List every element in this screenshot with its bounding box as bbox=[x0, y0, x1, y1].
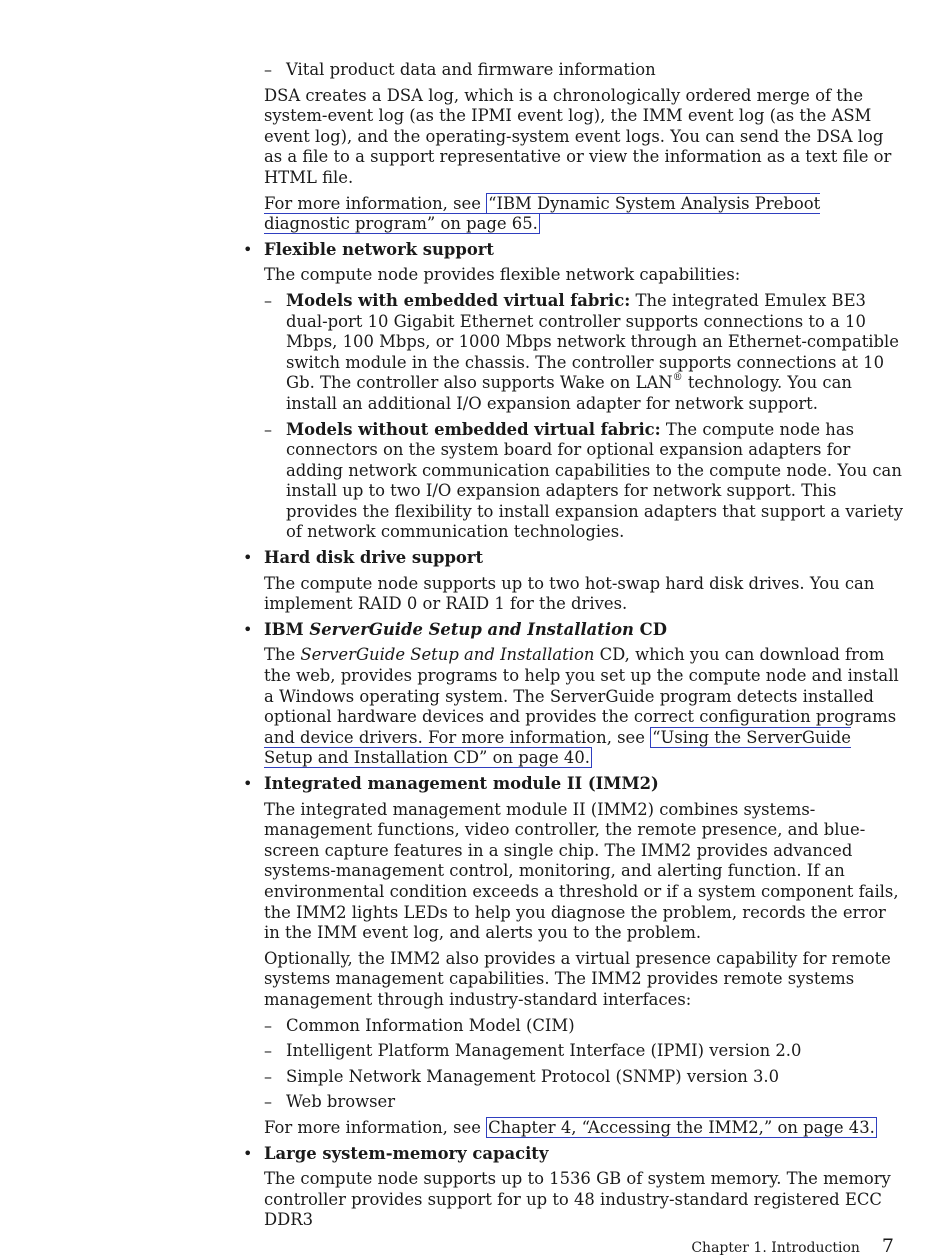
memory-heading: Large system-memory capacity bbox=[264, 1143, 549, 1163]
dsa-preboot-link[interactable]: “IBM Dynamic System Analysis Preboot diagnostic program” on page 65. bbox=[264, 193, 821, 234]
serverguide-heading bbox=[264, 620, 904, 641]
dash-marker: – bbox=[264, 1041, 272, 1061]
serverguide-text bbox=[264, 645, 904, 769]
imm-interface-web: Web browser bbox=[286, 1092, 396, 1112]
bullet-marker: • bbox=[243, 774, 253, 793]
dash-marker: – bbox=[264, 60, 272, 79]
dash-marker: – bbox=[264, 290, 272, 310]
vpd-text: Vital product data and firmware information bbox=[286, 60, 656, 79]
dsa-paragraph: DSA creates a DSA log, which is a chronologically ordered merge of the system-event log (as the IPMI event log), the IMM event log (as the ASM event log), and the operating-system event logs. You can send the DSA log as a file to a support representative or view the information as a text file or HTML file. bbox=[264, 85, 892, 187]
serverguide-link[interactable]: “Using the ServerGuide Setup and Installation CD” on page 40. bbox=[264, 727, 851, 768]
network-heading: Flexible network support bbox=[264, 239, 494, 259]
network-noembedded-label: Models without embedded virtual fabric: bbox=[286, 419, 661, 439]
network-embedded-item bbox=[264, 291, 904, 415]
imm-interface-item bbox=[264, 1016, 904, 1037]
imm-interface-ipmi: Intelligent Platform Management Interface (IPMI) version 2.0 bbox=[286, 1041, 802, 1061]
memory-bullet bbox=[243, 1143, 904, 1165]
network-noembedded-text bbox=[286, 420, 904, 544]
vpd-dash-item bbox=[264, 60, 904, 81]
dsa-more-prefix: For more information, see bbox=[264, 193, 487, 213]
imm-chapter-link[interactable]: Chapter 4, “Accessing the IMM2,” on page 43. bbox=[488, 1117, 875, 1137]
network-bullet bbox=[243, 239, 904, 261]
imm-more-prefix: For more information, see bbox=[264, 1117, 487, 1137]
sg-text-prefix: The bbox=[264, 645, 301, 665]
bullet-marker: • bbox=[243, 239, 253, 259]
imm-heading: Integrated management module II (IMM2) bbox=[264, 774, 659, 793]
dash-marker: – bbox=[264, 1066, 272, 1086]
network-noembedded-item bbox=[264, 420, 904, 544]
serverguide-bullet bbox=[243, 619, 904, 641]
registered-mark: ® bbox=[672, 372, 683, 384]
network-embedded-label: Models with embedded virtual fabric: bbox=[286, 290, 631, 310]
dash-marker: – bbox=[264, 1092, 272, 1112]
network-noembedded-body: The compute node has connectors on the system board for optional expansion adapters for adding network communication capabilities to the compute node. You can install up to two I/O expansion adapters for network support. This provides the flexibility to install expansion adapters that support a variety of network communication technologies. bbox=[286, 419, 904, 542]
dsa-more-info bbox=[264, 194, 904, 235]
dash-marker: – bbox=[264, 419, 272, 439]
dash-marker: – bbox=[264, 1015, 272, 1035]
imm-interface-cim: Common Information Model (CIM) bbox=[286, 1015, 575, 1035]
sg-text-body: CD, which you can download from the web, provides programs to help you set up the compute node and install a Windows operating system. The ServerGuide program detects installed optional hardware devices and provides the correct configuration programs and device drivers. For more information, see bbox=[264, 645, 899, 747]
page-number: 7 bbox=[881, 1235, 894, 1257]
network-embedded-text bbox=[286, 291, 904, 415]
imm-interface-item bbox=[264, 1092, 904, 1113]
imm-text-1: The integrated management module II (IMM2) combines systems-management functions, video controller, the remote presence, and blue-screen capture features in a single chip. The IMM2 provides advanced systems-management control, monitoring, and alerting function. If an environmental condition exceeds a threshold or if a system component fails, the IMM2 lights LEDs to help you diagnose the problem, records the error in the IMM event log, and alerts you to the problem. bbox=[264, 799, 899, 943]
page-footer bbox=[691, 1236, 894, 1258]
network-embedded-body-2: technology. You can install an additional I/O expansion adapter for network support. bbox=[286, 373, 852, 413]
sg-heading-italic: ServerGuide Setup and Installation bbox=[309, 619, 634, 639]
bullet-marker: • bbox=[243, 548, 253, 568]
memory-text: The compute node supports up to 1536 GB of system memory. The memory controller provides support for up to 48 industry-standard registered ECC DDR3 bbox=[264, 1169, 891, 1230]
page-content bbox=[243, 60, 904, 1236]
sg-heading-suffix: CD bbox=[633, 619, 667, 639]
hdd-text: The compute node supports up to two hot-swap hard disk drives. You can implement RAID 0 or RAID 1 for the drives. bbox=[264, 573, 875, 614]
imm-bullet bbox=[243, 774, 904, 795]
imm-interface-item bbox=[264, 1041, 904, 1062]
bullet-marker: • bbox=[243, 1143, 253, 1163]
hdd-bullet bbox=[243, 548, 904, 569]
imm-text-2: Optionally, the IMM2 also provides a virtual presence capability for remote systems management capabilities. The IMM2 provides remote systems management through industry-standard interfaces: bbox=[264, 948, 891, 1009]
imm-more-info bbox=[264, 1118, 904, 1139]
bullet-marker: • bbox=[243, 619, 253, 639]
sg-heading-prefix: IBM bbox=[264, 619, 310, 639]
imm-interface-snmp: Simple Network Management Protocol (SNMP) version 3.0 bbox=[286, 1066, 780, 1086]
sg-text-italic: ServerGuide Setup and Installation bbox=[300, 645, 595, 665]
footer-chapter: Chapter 1. Introduction bbox=[691, 1240, 860, 1256]
hdd-heading: Hard disk drive support bbox=[264, 548, 484, 568]
imm-interface-item bbox=[264, 1067, 904, 1088]
network-embedded-body: The integrated Emulex BE3 dual-port 10 Gigabit Ethernet controller supports connections to a 10 Mbps, 100 Mbps, or 1000 Mbps network through an Ethernet-compatible switch module in the chassis. The controller supports connections at 10 Gb. The controller also supports Wake on LAN bbox=[286, 290, 899, 393]
network-intro: The compute node provides flexible network capabilities: bbox=[264, 265, 741, 285]
